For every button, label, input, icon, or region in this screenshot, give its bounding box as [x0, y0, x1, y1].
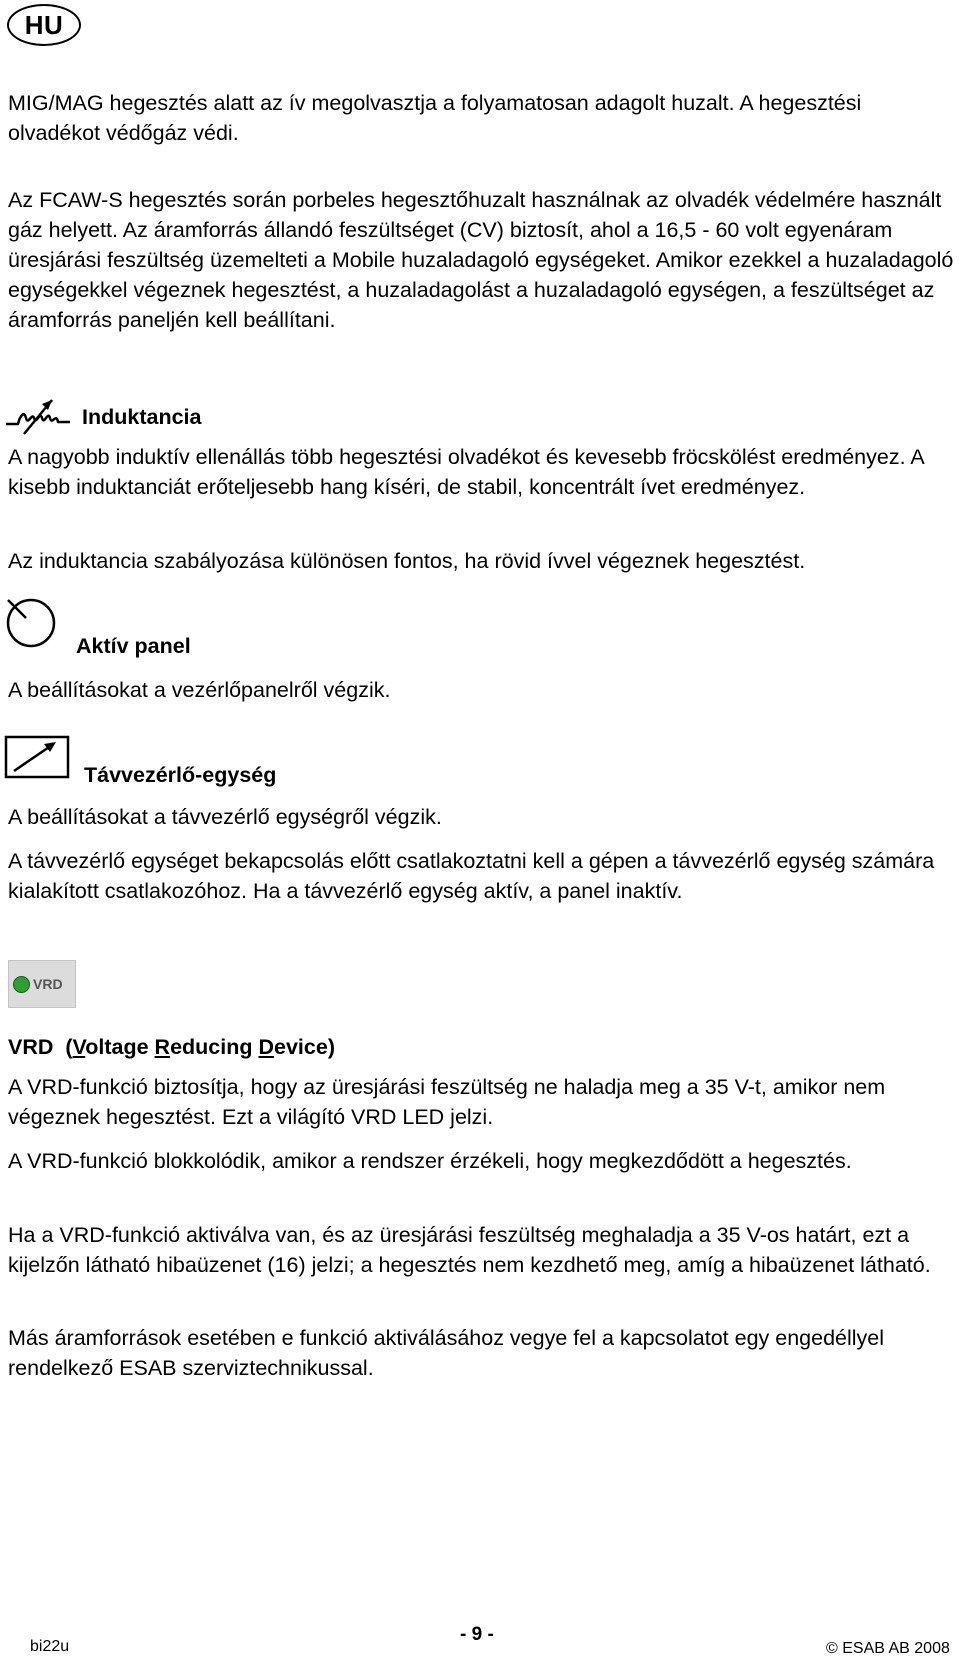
paragraph-mig-mag: MIG/MAG hegesztés alatt az ív megolvasztja a folyamatosan adagolt huzalt. A hegesztési olvadékot védőgáz védi.: [8, 91, 862, 145]
vrd-title-r: R: [154, 1035, 171, 1059]
vrd-led-icon: [13, 976, 30, 993]
vrd-title-v-rest: oltage: [85, 1035, 155, 1059]
vrd-paragraph-4: Más áramforrások esetében e funkció aktiválásához vegye fel a kapcsolatot egy engedéllyel rendelkező ESAB szerviztechnikussal.: [8, 1326, 885, 1380]
remote-paragraph-2: A távvezérlő egységet bekapcsolás előtt csatlakoztatni kell a gépen a távvezérlő egység számára kialakított csatlakozóhoz. Ha a távvezérlő egység aktív, a panel inaktív.: [8, 849, 935, 903]
inductance-paragraph-1: A nagyobb induktív ellenállás több hegesztési olvadékot és kevesebb fröcskölést eredményez. A kisebb induktanciát erőteljesebb hang kíséri, de stabil, koncentrált ívet eredményez.: [8, 445, 924, 499]
vrd-title-r-rest: educing: [170, 1035, 259, 1059]
vrd-indicator-label: VRD: [33, 976, 63, 992]
vrd-title-prefix: VRD (: [8, 1035, 73, 1059]
vrd-title-d: D: [258, 1035, 275, 1059]
copyright: © ESAB AB 2008: [826, 1640, 950, 1657]
vrd-title-d-rest: evice): [274, 1035, 335, 1059]
remote-control-icon: [4, 735, 70, 779]
language-badge: HU: [7, 4, 81, 46]
vrd-title: [8, 1033, 335, 1061]
remote-title: Távvezérlő-egység: [84, 763, 277, 787]
vrd-paragraph-3: Ha a VRD-funkció aktiválva van, és az üresjárási feszültség meghaladja a 35 V-os határt, ezt a kijelzőn látható hibaüzenet (16) jelzi; a hegesztés nem kezdhető meg, amíg a hibaüzenet látható.: [8, 1223, 931, 1277]
knob-icon: [4, 596, 56, 648]
vrd-paragraph-1: A VRD-funkció biztosítja, hogy az üresjárási feszültség ne haladja meg a 35 V-t, amikor nem végeznek hegesztést. Ezt a világító VRD LED jelzi.: [8, 1075, 886, 1129]
paragraph-fcaw-s: Az FCAW-S hegesztés során porbeles hegesztőhuzalt használnak az olvadék védelmére használt gáz helyett. Az áramforrás állandó feszültséget (CV) biztosít, ahol a 16,5 - 60 volt egyenáram üresjárási feszültség üzemelteti a Mobile huzaladagoló egységeket. Amikor ezekkel a huzaladagoló egységekkel végeznek hegesztést, a huzaladagolást a huzaladagoló egységen, a feszültséget az áramforrás paneljén kell beállítani.: [8, 188, 954, 332]
vrd-indicator: [8, 960, 76, 1008]
active-panel-paragraph: A beállításokat a vezérlőpanelről végzik.: [8, 678, 391, 702]
vrd-paragraph-2: A VRD-funkció blokkolódik, amikor a rendszer érzékeli, hogy megkezdődött a hegesztés.: [8, 1149, 852, 1173]
active-panel-title: Aktív panel: [76, 634, 191, 658]
vrd-title-v: V: [72, 1035, 86, 1059]
inductance-paragraph-2: Az induktancia szabályozása különösen fontos, ha rövid ívvel végeznek hegesztést.: [8, 549, 806, 573]
remote-paragraph-1: A beállításokat a távvezérlő egységről végzik.: [8, 805, 442, 829]
doc-code: bi22u: [30, 1638, 70, 1655]
page-number: - 9 -: [460, 1624, 494, 1645]
inductance-icon: [4, 394, 84, 438]
inductance-title: Induktancia: [82, 405, 202, 429]
